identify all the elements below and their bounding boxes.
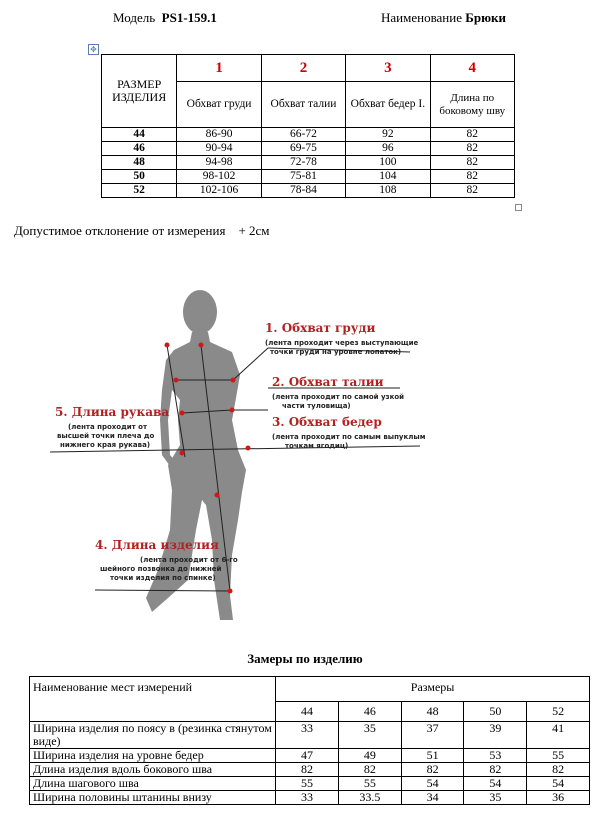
table-row: [102, 170, 515, 184]
table-cell: 66-72: [261, 128, 345, 142]
size-cell: 46: [102, 142, 177, 156]
size-col-52: 52: [527, 702, 590, 722]
m4-desc-1: (лента проходит от 6-го: [140, 556, 238, 564]
table-cell: 94-98: [177, 156, 261, 170]
m1-desc-1: (лента проходит через выступающие: [265, 339, 419, 347]
table-cell: 100: [346, 156, 430, 170]
table-cell: 53: [464, 749, 527, 763]
col-number-1: 1: [177, 55, 261, 82]
table-cell: 82: [401, 763, 464, 777]
row-name: Ширина половины штанины внизу: [30, 791, 276, 805]
m2-desc-2: части туловища): [282, 402, 351, 410]
size-col-44: 44: [276, 702, 339, 722]
tolerance-value: + 2см: [238, 223, 270, 238]
table-move-handle-icon[interactable]: ✥: [88, 44, 99, 55]
table-cell: 75-81: [261, 170, 345, 184]
tolerance-line: [14, 223, 270, 239]
table-row: [102, 142, 515, 156]
col-number-3: 3: [346, 55, 430, 82]
model-line: [113, 10, 217, 26]
table-cell: 82: [430, 142, 514, 156]
table-cell: 72-78: [261, 156, 345, 170]
table-cell: 36: [527, 791, 590, 805]
table-row: [102, 184, 515, 198]
table-cell: 82: [338, 763, 401, 777]
size-table: [101, 54, 515, 198]
table-cell: 86-90: [177, 128, 261, 142]
m1-title: 1. Обхват груди: [265, 321, 376, 335]
row-name: Ширина изделия на уровне бедер: [30, 749, 276, 763]
m2-title: 2. Обхват талии: [272, 375, 384, 389]
table-cell: 82: [527, 763, 590, 777]
size-cell: 52: [102, 184, 177, 198]
table-cell: 92: [346, 128, 430, 142]
col-number-2: 2: [261, 55, 345, 82]
name-line: [381, 10, 506, 26]
table-row: [30, 777, 590, 791]
m5-desc-2: высшей точки плеча до: [57, 432, 155, 440]
tolerance-text: Допустимое отклонение от измерения: [14, 223, 226, 238]
table-cell: 82: [430, 184, 514, 198]
table-resize-handle[interactable]: [515, 204, 522, 211]
name-header: Наименование мест измерений: [30, 677, 276, 722]
table-cell: 51: [401, 749, 464, 763]
table-cell: 33: [276, 791, 339, 805]
table-row: [30, 722, 590, 749]
m4-title: 4. Длина изделия: [95, 538, 219, 552]
table-cell: 55: [338, 777, 401, 791]
m5-title: 5. Длина рукава: [55, 405, 170, 419]
m5-desc-3: нижнего края рукава): [60, 441, 151, 449]
table-cell: 90-94: [177, 142, 261, 156]
table-cell: 35: [464, 791, 527, 805]
table-cell: 82: [430, 128, 514, 142]
m2-desc-1: (лента проходит по самой узкой: [272, 393, 405, 401]
table-cell: 102-106: [177, 184, 261, 198]
size-col-46: 46: [338, 702, 401, 722]
table-cell: 55: [276, 777, 339, 791]
table-cell: 35: [338, 722, 401, 749]
size-col-50: 50: [464, 702, 527, 722]
size-cell: 50: [102, 170, 177, 184]
table-cell: 39: [464, 722, 527, 749]
table-cell: 82: [430, 156, 514, 170]
col-number-4: 4: [430, 55, 514, 82]
model-label: Модель: [113, 10, 156, 25]
table-cell: 33: [276, 722, 339, 749]
table-row: [30, 749, 590, 763]
table-cell: 33.5: [338, 791, 401, 805]
table-cell: 78-84: [261, 184, 345, 198]
table-cell: 96: [346, 142, 430, 156]
table-cell: 54: [527, 777, 590, 791]
col-header-hips: Обхват бедер I.: [346, 82, 430, 128]
table-cell: 47: [276, 749, 339, 763]
m5-desc-1: (лента проходит от: [68, 423, 148, 431]
m3-title: 3. Обхват бедер: [272, 415, 382, 429]
size-header: РАЗМЕР ИЗДЕЛИЯ: [102, 55, 177, 128]
table-cell: 82: [276, 763, 339, 777]
row-name: Ширина изделия по поясу в (резинка стянутом виде): [30, 722, 276, 749]
table-cell: 82: [464, 763, 527, 777]
measurements-title: Замеры по изделию: [247, 651, 363, 666]
table-cell: 108: [346, 184, 430, 198]
size-cell: 44: [102, 128, 177, 142]
table-row: [30, 763, 590, 777]
m1-desc-2: точки груди на уровне лопаток): [270, 348, 402, 356]
table-cell: 55: [527, 749, 590, 763]
table-cell: 49: [338, 749, 401, 763]
table-cell: 69-75: [261, 142, 345, 156]
row-name: Длина шагового шва: [30, 777, 276, 791]
table-cell: 104: [346, 170, 430, 184]
table-cell: 54: [464, 777, 527, 791]
sizes-header: Размеры: [276, 677, 590, 702]
size-cell: 48: [102, 156, 177, 170]
m4-desc-2: шейного позвонка до нижней: [100, 565, 222, 573]
size-col-48: 48: [401, 702, 464, 722]
table-cell: 34: [401, 791, 464, 805]
table-cell: 41: [527, 722, 590, 749]
m4-desc-3: точки изделия по спинке): [110, 574, 216, 582]
col-header-side-length: Длина по боковому шву: [430, 82, 514, 128]
m3-desc-1: (лента проходит по самым выпуклым: [272, 433, 426, 441]
table-cell: 82: [430, 170, 514, 184]
m3-desc-2: точкам ягодиц): [285, 442, 349, 450]
table-cell: 37: [401, 722, 464, 749]
table-cell: 54: [401, 777, 464, 791]
col-header-chest: Обхват груди: [177, 82, 261, 128]
measurements-table: [29, 676, 590, 805]
col-header-waist: Обхват талии: [261, 82, 345, 128]
measurement-figure: [0, 280, 610, 625]
name-label: Наименование: [381, 10, 462, 25]
row-name: Длина изделия вдоль бокового шва: [30, 763, 276, 777]
table-cell: 98-102: [177, 170, 261, 184]
model-value: PS1-159.1: [161, 10, 217, 25]
table-row: [30, 791, 590, 805]
table-row: [102, 156, 515, 170]
table-row: [102, 128, 515, 142]
name-value: Брюки: [465, 10, 506, 25]
